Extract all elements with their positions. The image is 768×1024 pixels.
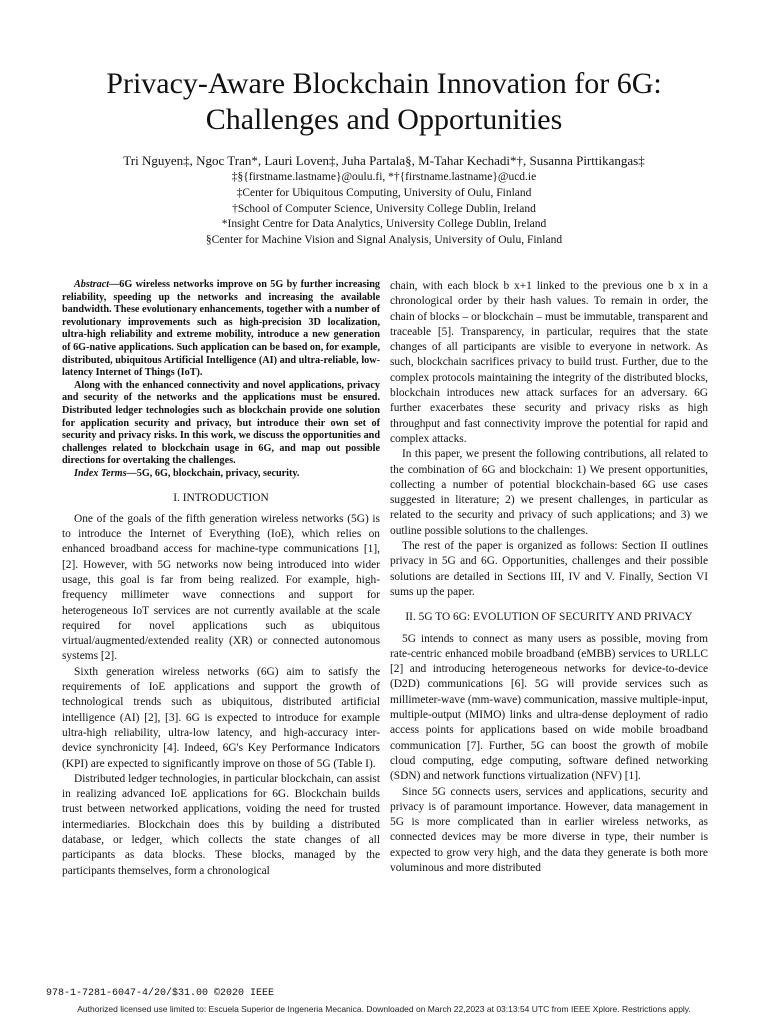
author-emails: ‡§{firstname.lastname}@oulu.fi, *†{firstname.lastname}@ucd.ie [231, 171, 537, 183]
paper-title [40, 66, 728, 138]
affiliation-insight: *Insight Centre for Data Analytics, University College Dublin, Ireland [221, 218, 547, 231]
contributions-paragraph: In this paper, we present the following contributions, all related to the combination of 6G and blockchain: 1) We present opportunities, collecting a number of potential blockchain-based 6G use cases suggested in literature; 2) we present challenges, in particular as related to the security and privacy of such applications; and 3) we outline possible solutions to the challenges. [390, 448, 708, 537]
abstract-text-1: 6G wireless networks improve on 5G by further increasing reliability, speeding up the networks and increasing the available bandwidth. These evolutionary enhancements, together with a number of revolutionary improvements such as high-precision 3D localization, ultra-high reliability and extreme mobility, introduce a new generation of 6G-native applications. Such application can be based on, for example, distributed, ubiquitous Artificial Intelligence (AI) and ultra-reliable, low-latency Internet of Things (IoT). [62, 279, 380, 379]
intro-paragraph-2: Sixth generation wireless networks (6G) aim to satisfy the requirements of IoE applications and support the growth of technological trends such as ubiquitous, distributed artificial intelligence (AI) [2], [3]. 6G is expected to introduce for example ultra-high reliability, ultra-low latency, and high-accuracy inter-device synchronicity [4]. Indeed, 6G's Key Performance Indicators (KPI) are expected to significantly improve on those of 5G (Table I). [62, 665, 380, 770]
isbn-line: 978-1-7281-6047-4/20/$31.00 ©2020 IEEE [46, 988, 275, 999]
section2-paragraph-1: 5G intends to connect as many users as possible, moving from rate-centric enhanced mobile broadband (eMBB) services to URLLC [2] and introducing heterogeneous networks for device-to-device (D2D) communications [6]. 5G will provide services such as millimeter-wave (mm-wave) communication, massive multiple-input, multiple-output (MIMO) links and ultra-dense deployment of radio access points for applications based on wide mobile broadband communication [7]. Further, 5G can boost the growth of mobile cloud computing, edge computing, software defined networking (SDN) and network functions virtualization (NFV) [1]. [390, 632, 708, 783]
index-terms-label: Index Terms— [74, 467, 137, 479]
organization-paragraph: The rest of the paper is organized as follows: Section II outlines privacy in 5G and 6G. Opportunities, challenges and their possible solutions are detailed in Sections III, IV and V. Finally, Section VI sums up the paper. [390, 540, 708, 598]
author-list: Tri Nguyen‡, Ngoc Tran*, Lauri Loven‡, Juha Partala§, M-Tahar Kechadi*†, Susanna Pirttikangas‡ [123, 153, 645, 168]
index-terms [62, 468, 380, 481]
abstract-paragraph-1 [62, 279, 380, 380]
section-heading-introduction: I. INTRODUCTION [173, 491, 269, 504]
title-line-2: Challenges and Opportunities [205, 103, 563, 136]
intro-paragraph-1: One of the goals of the fifth generation wireless networks (5G) is to introduce the Internet of Everything (IoE), which relies on enhanced broadband access for machine-type communications [1], [2]. However, with 5G networks now being introduced into wider usage, this goal is far from being realized. For example, high-frequency millimeter wave connections and support for heterogeneous IoT services are not currently available at the scale required for novel applications such as ubiquitous virtual/augmented/extended reality (XR) or connected autonomous systems [2]. [62, 512, 380, 663]
abstract-paragraph-2: Along with the enhanced connectivity and novel applications, privacy and security of the networks and the applications must be ensured. Distributed ledger technologies such as blockchain provide one solution for application security and privacy, but introduce their own set of security and privacy risks. In this work, we discuss the opportunities and challenges related to blockchain usage in 6G, and map out possible directions for overtaking the challenges. [62, 379, 380, 467]
index-terms-text: 5G, 6G, blockchain, privacy, security. [136, 467, 300, 479]
section2-paragraph-2: Since 5G connects users, services and applications, security and privacy is of paramount importance. However, data management in 5G is more complicated than in earlier wireless networks, as connected devices may be more diverse in type, their number is expected to grow very high, and the data they generate is both more voluminous and more distributed [390, 785, 708, 874]
abstract [62, 279, 380, 481]
affiliation-ucd-cs: †School of Computer Science, University College Dublin, Ireland [232, 202, 536, 215]
title-line-1: Privacy-Aware Blockchain Innovation for 6G: [106, 67, 662, 100]
license-footer: Authorized licensed use limited to: Escuela Superior de Ingeneria Mecanica. Downloaded on March 22,2023 at 03:13:54 UTC from IEEE Xplore. Restrictions apply. [77, 1004, 691, 1014]
affiliation-ubicomp: ‡Center for Ubiquitous Computing, University of Oulu, Finland [236, 186, 532, 199]
intro-paragraph-3: Distributed ledger technologies, in particular blockchain, can assist in realizing advanced IoE applications for 6G. Blockchain builds trust between networked applications, voiding the need for trusted intermediaries. Blockchain does this by building a distributed database, or ledger, which collects the state changes of all participants as data blocks. These blocks, managed by the participants themselves, form a chronological [62, 772, 380, 877]
intro-paragraph-continued: chain, with each block b x+1 linked to the previous one b x in a chronological order by their hash values. To remain in order, the chain of blocks – or blockchain – must be immutable, transparent and traceable [5]. Transparency, in particular, requires that the state changes of all participants are visible to everyone in network. As such, blockchain sacrifices privacy to build trust. Further, due to the complex protocols maintaining the integrity of the distributed blocks, blockchain introduces new attack surfaces for an adversary. 6G further exacerbates these security and privacy risks as high throughput and fast connectivity improve the potential for rapid and complex attacks. [390, 280, 708, 445]
right-column [390, 279, 708, 876]
section-heading-evolution: II. 5G TO 6G: EVOLUTION OF SECURITY AND PRIVACY [405, 611, 693, 624]
affiliation-cmvs: §Center for Machine Vision and Signal Analysis, University of Oulu, Finland [205, 234, 563, 247]
left-column [62, 279, 380, 879]
affiliations [40, 170, 728, 249]
abstract-label: Abstract— [74, 279, 120, 290]
